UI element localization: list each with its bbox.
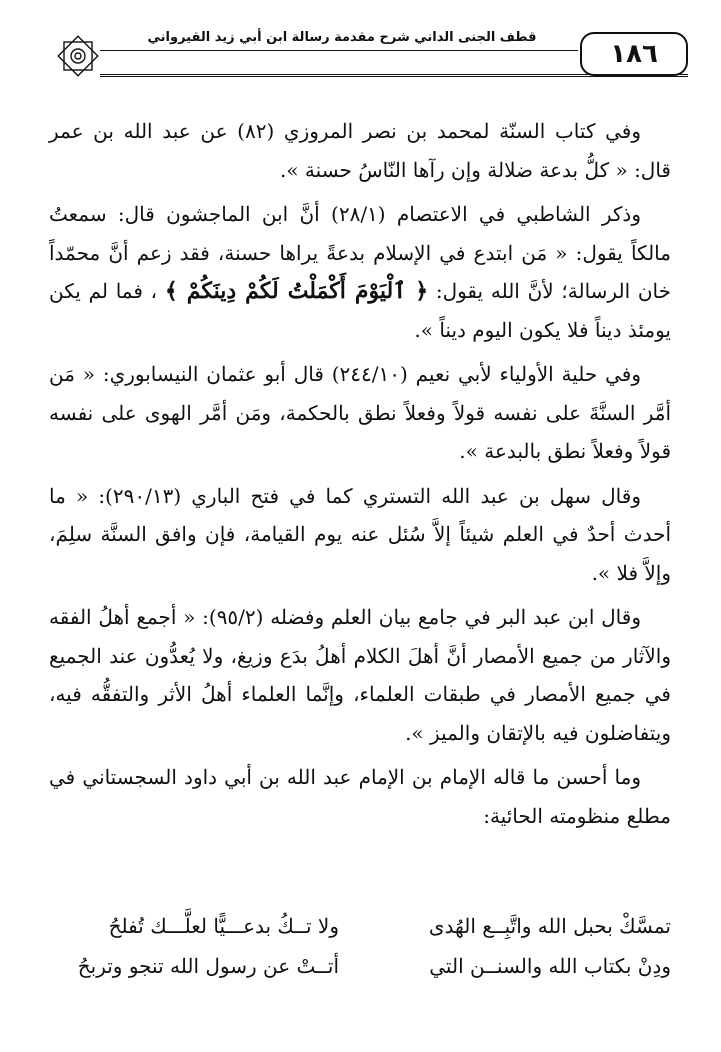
paragraph: وما أحسن ما قاله الإمام بن الإمام عبد الله بن أبي داود السجستاني في مطلع منظومته الحائية:: [49, 765, 671, 828]
poem: [49, 906, 671, 986]
header-rule-top: [100, 50, 578, 51]
verse-second-hemistich: ولا تــكُ بدعـــيًّا لعلَّـــك تُفلحُ: [108, 914, 339, 938]
paragraph: وفي حلية الأولياء لأبي نعيم (٢٤٤/١٠) قال أبو عثمان النيسابوري: « مَن أمَّر السنَّةَ على نفسه قولاً وفعلاً نطق بالحكمة، ومَن أمَّر الهوى على نفسه قولاً وفعلاً نطق بالبدعة ».: [49, 362, 671, 463]
paragraph-continuation: ، فما لم يكن يومئذ ديناً فلا يكون اليوم ديناً ».: [49, 279, 671, 342]
paragraph: وفي كتاب السنّة لمحمد بن نصر المروزي (٨٢) عن عبد الله بن عمر قال: « كلُّ بدعة ضلالة وإن رآها النّاسُ حسنة ».: [49, 119, 671, 182]
main-text: [49, 112, 671, 835]
quran-verse: ﴿ ٱلْيَوْمَ أَكْمَلْتُ لَكُمْ دِينَكُمْ ﴾: [164, 278, 429, 304]
paragraph-with-quote: [49, 195, 671, 349]
paragraph: وقال سهل بن عبد الله التستري كما في فتح الباري (٢٩٠/١٣): « ما أحدث أحدٌ في العلم شيئاً إلاَّ سُئل عنه يوم القيامة، فإن وافق السنَّة سلِمَ، وإلاَّ فلا ».: [49, 483, 671, 585]
page-header: [48, 26, 688, 78]
paragraph-text: وذكر الشاطبي في الاعتصام (٢٨/١) أنَّ ابن الماجشون قال: سمعتُ مالكاً يقول: « مَن ابتدع في الإسلام بدعةً يراها حسنة، فقد زعم أنَّ محمّداً خان الرسالة؛ لأنَّ الله يقول:: [49, 202, 672, 303]
poem-verse: [49, 906, 671, 946]
running-title: قطف الجنى الداني شرح مقدمة رسالة ابن أبي زيد القيرواني: [147, 30, 537, 45]
header-rule-bottom: [100, 74, 688, 77]
star-ornament-icon: [56, 34, 100, 78]
verse-first-hemistich: ودِنْ بكتاب الله والسنــن التي: [429, 954, 671, 978]
verse-first-hemistich: تمسَّكْ بحبل الله واتَّبِــع الهُدى: [428, 914, 671, 938]
verse-second-hemistich: أتــتْ عن رسول الله تنجو وتربحُ: [77, 954, 339, 978]
page-number: ١٨٦: [580, 32, 688, 76]
poem-verse: [49, 946, 671, 986]
paragraph: وقال ابن عبد البر في جامع بيان العلم وفضله (٩٥/٢): « أجمع أهلُ الفقه والآثار من جميع الأمصار أنَّ أهلَ الكلام أهلُ بدَع وزيغ، ولا يُعدُّون عند الجميع في جميع الأمصار في طبقات العلماء، وإنَّما العلماء أهلُ الأثر والتفقُّه فيه، ويتفاضلون فيه بالإتقان والميز ».: [49, 605, 671, 745]
